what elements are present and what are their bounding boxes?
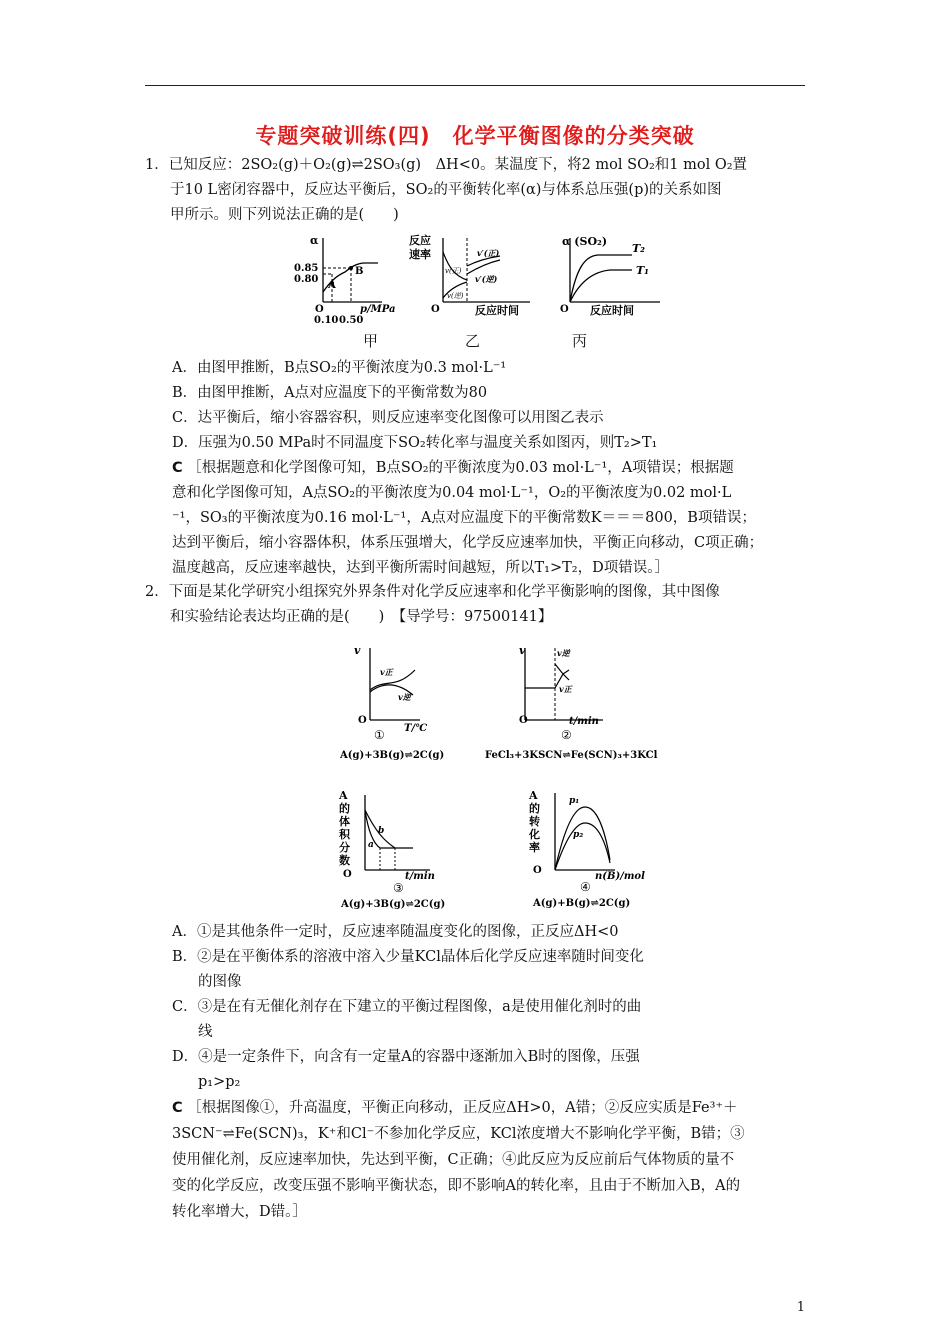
yi-o: O <box>431 304 440 315</box>
f1-o: O <box>358 715 367 726</box>
q2-option-b-line1: B．②是在平衡体系的溶液中溶入少量KCl晶体后化学反应速率随时间变化 <box>172 949 644 965</box>
f4-y2: 转 <box>529 815 540 828</box>
f3-y0: A <box>339 789 348 802</box>
q2-stem-line2: 和实验结论表达均正确的是( ) 【导学号：97500141】 <box>170 609 553 625</box>
q1-explanation-line1: C ［根据题意和化学图像可知，B点SO₂的平衡浓度为0.03 mol·L⁻¹，A项错误；根据题 <box>172 460 734 476</box>
figure-yi <box>405 230 535 325</box>
f2-v: v <box>519 644 526 657</box>
jia-y1: 0.85 <box>294 263 319 274</box>
header-rule <box>145 85 805 86</box>
q2-option-d-line2: p₁>p₂ <box>198 1074 241 1090</box>
f4-y4: 率 <box>529 841 540 854</box>
f2-c1: v逆 <box>557 648 570 658</box>
q1-answer: C <box>172 460 183 476</box>
f3-num: ③ <box>393 881 404 895</box>
f1-c1: v正 <box>380 667 393 677</box>
jia-ylabel: α <box>310 234 319 247</box>
f4-y1: 的 <box>529 802 540 815</box>
q2-explanation-line3: 使用催化剂，反应速率加快，先达到平衡，C正确；④此反应为反应前后气体物质的量不 <box>172 1152 735 1168</box>
jia-a: A <box>328 280 336 291</box>
f4-o: O <box>533 865 542 876</box>
q1-stem-line3: 甲所示。则下列说法正确的是( ) <box>170 207 399 223</box>
yi-v1: v(正) <box>445 267 462 275</box>
figure-1 <box>340 640 490 770</box>
jia-o: O <box>315 304 324 315</box>
q1-option-b: B．由图甲推断，A点对应温度下的平衡常数为80 <box>172 385 488 401</box>
q1-explanation-line5: 温度越高，反应速率越快，达到平衡所需时间越短，所以T₁>T₂，D项错误。］ <box>172 560 669 576</box>
figure-2 <box>485 640 665 770</box>
f2-o: O <box>519 715 528 726</box>
q2-explanation-line5: 转化率增大，D错。］ <box>172 1204 307 1220</box>
f4-num: ④ <box>580 880 591 894</box>
figure-bing <box>550 230 670 325</box>
figure-3 <box>335 785 475 915</box>
yi-v2: v(逆) <box>447 292 464 300</box>
f4-y3: 化 <box>529 828 540 841</box>
q1-explanation-line2: 意和化学图像可知，A点SO₂的平衡浓度为0.04 mol·L⁻¹，O₂的平衡浓度为0.02 mol·L <box>172 485 732 501</box>
yi-v4: v′(逆) <box>475 274 498 284</box>
f2-eq: FeCl₃+3KSCN⇌Fe(SCN)₃+3KCl <box>485 750 658 761</box>
q2-answer: C <box>172 1100 183 1116</box>
q2-explanation-line1: C ［根据图像①，升高温度，平衡正向移动，正反应ΔH>0，A错；②反应实质是Fe³⁺＋ <box>172 1100 738 1116</box>
f3-y4: 分 <box>339 841 350 854</box>
jia-b: B <box>355 266 364 277</box>
caption-bing: 丙 <box>572 332 588 350</box>
figure-jia <box>290 230 410 325</box>
f3-b: b <box>378 826 385 836</box>
f3-y5: 数 <box>339 854 350 867</box>
bing-t2: T₂ <box>632 242 646 255</box>
caption-yi: 乙 <box>465 332 481 350</box>
f4-y0: A <box>529 789 538 802</box>
jia-xlabel: p/MPa <box>360 304 396 315</box>
jia-x1: 0.10 <box>314 315 339 325</box>
f2-c2: v正 <box>559 684 572 694</box>
f4-x: n(B)/mol <box>595 871 645 882</box>
yi-ylabel1: 反应 <box>409 234 431 247</box>
f3-eq: A(g)+3B(g)⇌2C(g) <box>341 899 446 910</box>
yi-v3: v′(正) <box>477 248 500 258</box>
f3-o: O <box>343 869 352 880</box>
f3-y3: 积 <box>339 828 350 841</box>
bing-ylabel: α (SO₂) <box>562 235 608 248</box>
f3-y1: 的 <box>339 802 350 815</box>
q2-explanation-line4: 变的化学反应，改变压强不影响平衡状态，即不影响A的转化率，且由于不断加入B，A的 <box>172 1178 741 1194</box>
jia-x2: 0.50 <box>339 315 364 325</box>
jia-y2: 0.80 <box>294 274 319 285</box>
f4-p1: p₁ <box>569 796 580 806</box>
bing-xlabel: 反应时间 <box>590 304 634 317</box>
q1-explanation-line4: 达到平衡后，缩小容器体积，体系压强增大，化学反应速率加快，平衡正向移动，C项正确； <box>172 535 764 551</box>
q2-option-a: A．①是其他条件一定时，反应速率随温度变化的图像，正反应ΔH<0 <box>172 924 619 940</box>
q2-explanation-line2: 3SCN⁻⇌Fe(SCN)₃，K⁺和Cl⁻不参加化学反应，KCl浓度增大不影响化学平衡，B错；③ <box>172 1126 745 1142</box>
q1-option-a: A．由图甲推断，B点SO₂的平衡浓度为0.3 mol·L⁻¹ <box>172 360 507 376</box>
f3-y2: 体 <box>339 815 350 828</box>
f1-c2: v逆 <box>398 692 411 702</box>
yi-ylabel2: 速率 <box>409 248 431 261</box>
f1-eq: A(g)+3B(g)⇌2C(g) <box>340 750 445 761</box>
f3-a: a <box>368 840 374 850</box>
q1-option-d: D．压强为0.50 MPa时不同温度下SO₂转化率与温度关系如图丙，则T₂>T₁ <box>172 435 658 451</box>
f1-num: ① <box>374 728 385 742</box>
f1-x: T/℃ <box>404 723 428 734</box>
f4-p2: p₂ <box>573 830 584 840</box>
q2-option-b-line2: 的图像 <box>198 974 242 990</box>
bing-o: O <box>560 304 569 315</box>
caption-jia: 甲 <box>363 332 379 350</box>
point-b <box>349 266 353 270</box>
q2-option-d-line1: D．④是一定条件下，向含有一定量A的容器中逐渐加入B时的图像，压强 <box>172 1049 640 1065</box>
q2-stem-line1: 2．下面是某化学研究小组探究外界条件对化学反应速率和化学平衡影响的图像，其中图像 <box>145 584 720 600</box>
q1-stem-line1: 1．已知反应：2SO₂(g)＋O₂(g)⇌2SO₃(g) ΔH<0。某温度下，将2 mol SO₂和1 mol O₂置 <box>145 157 748 173</box>
bing-t1: T₁ <box>636 264 650 277</box>
q1-option-c: C．达平衡后，缩小容器容积，则反应速率变化图像可以用图乙表示 <box>172 410 604 426</box>
yi-xlabel: 反应时间 <box>475 304 519 317</box>
figure-4 <box>525 785 655 915</box>
f1-v: v <box>354 644 361 657</box>
q2-option-c-line1: C．③是在有无催化剂存在下建立的平衡过程图像，a是使用催化剂时的曲 <box>172 999 642 1015</box>
page-number: 1 <box>796 1300 805 1315</box>
q1-stem-line2: 于10 L密闭容器中，反应达平衡后，SO₂的平衡转化率(α)与体系总压强(p)的关系如图 <box>170 182 722 198</box>
f2-num: ② <box>561 728 572 742</box>
f4-eq: A(g)+B(g)⇌2C(g) <box>533 898 631 909</box>
q2-option-c-line2: 线 <box>198 1024 213 1040</box>
page-title: 专题突破训练(四) 化学平衡图像的分类突破 <box>255 124 695 148</box>
f3-x: t/min <box>405 871 435 882</box>
q1-explanation-line3: ⁻¹，SO₃的平衡浓度为0.16 mol·L⁻¹，A点对应温度下的平衡常数K＝＝＝800，B项错误； <box>172 510 756 526</box>
f2-x: t/min <box>569 716 599 727</box>
